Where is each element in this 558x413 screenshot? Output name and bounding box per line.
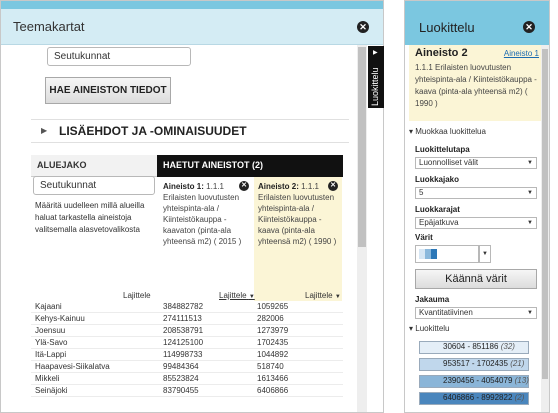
row-value1: 99484364 xyxy=(163,362,199,371)
panel-top-strip xyxy=(405,1,549,9)
legend-count: (32) xyxy=(500,342,515,351)
panel-body xyxy=(1,45,367,413)
extra-options-toggle[interactable] xyxy=(31,119,349,143)
distribution-label: Jakauma xyxy=(415,295,450,304)
legend-text xyxy=(443,359,524,368)
active-dataset-title: Aineisto 2 xyxy=(415,47,468,59)
class-count-label: Luokkajako xyxy=(415,175,460,184)
table-row xyxy=(31,373,343,385)
close-icon[interactable]: ✕ xyxy=(357,21,369,33)
area-header-label: ALUEJAKO xyxy=(37,160,87,170)
panel-title: Luokittelu xyxy=(419,20,475,35)
legend-item xyxy=(419,341,543,354)
row-value2: 1273979 xyxy=(257,326,289,335)
row-value2: 1702435 xyxy=(257,338,289,347)
row-value1: 124125100 xyxy=(163,338,204,347)
color-dropdown-button[interactable] xyxy=(479,245,491,263)
edit-classification-toggle[interactable] xyxy=(409,127,486,136)
scrollbar-thumb[interactable] xyxy=(358,47,366,247)
panel-body xyxy=(405,45,543,413)
table-row xyxy=(31,361,343,373)
row-name: Haapavesi-Siikalatva xyxy=(35,362,110,371)
dataset2-label: Aineisto 2: xyxy=(258,182,299,191)
legend-text xyxy=(443,393,524,402)
region-select[interactable]: Seutukunnat xyxy=(47,47,191,66)
row-value1: 114998733 xyxy=(163,350,203,359)
legend-count: (13) xyxy=(514,376,529,385)
sort-label: Lajittele xyxy=(123,291,151,300)
class-bounds-value: Epäjatkuva xyxy=(419,218,459,227)
legend-range: 953517 - 1702435 xyxy=(443,359,508,368)
legend-item xyxy=(419,392,543,405)
sort-label: Lajittele xyxy=(219,291,247,300)
active-dataset-description: 1.1.1 Erilaisten luovutusten yhteispinta-ala / Kiinteistökauppa - kaava (pinta-ala yhteensä m2) ( 1990 ) xyxy=(415,63,537,108)
table-row xyxy=(31,313,343,325)
color-swatch xyxy=(419,249,437,259)
dataset1-code: 1.1.1 xyxy=(206,182,224,191)
method-label: Luokittelutapa xyxy=(415,145,470,154)
table-row xyxy=(31,337,343,349)
dataset1-info xyxy=(163,181,249,247)
dataset2-description: Erilaisten luovutusten yhteispinta-ala / Kiinteistökauppa - kaava (pinta-ala yhteensä m2) ( 1990 ) xyxy=(258,193,337,246)
class-count-value: 5 xyxy=(419,188,424,197)
panel-top-strip xyxy=(1,1,383,9)
method-value: Luonnolliset välit xyxy=(419,158,479,167)
panel-header xyxy=(405,9,549,45)
class-bounds-select[interactable] xyxy=(415,217,537,229)
legend-count: (2) xyxy=(514,393,525,402)
panel-header xyxy=(1,9,383,45)
chevron-down-icon: ▼ xyxy=(527,160,533,166)
area-description: Määritä uudelleen millä alueilla haluat tarkastella aineistoja valitsemalla alasvetovalikosta xyxy=(35,201,145,234)
class-count-select[interactable] xyxy=(415,187,537,199)
active-dataset-box xyxy=(409,45,541,121)
chevron-right-icon: ▶ xyxy=(41,126,48,135)
chevron-down-icon: ▼ xyxy=(527,220,533,226)
remove-dataset2-icon[interactable]: ✕ xyxy=(328,181,338,191)
row-value2: 282006 xyxy=(257,314,284,323)
legend-range: 30604 - 851186 xyxy=(443,342,499,351)
sort-dataset2-button[interactable] xyxy=(305,291,341,300)
distribution-value: Kvantitatiivinen xyxy=(419,308,473,317)
chevron-down-icon: ▼ xyxy=(527,310,533,316)
dataset1-column xyxy=(159,177,253,301)
datasets-header-label: HAETUT AINEISTOT (2) xyxy=(163,160,264,170)
row-name: Ylä-Savo xyxy=(35,338,68,347)
panel-title: Teemakartat xyxy=(13,19,85,34)
remove-dataset1-icon[interactable]: ✕ xyxy=(239,181,249,191)
class-bounds-label: Luokkarajat xyxy=(415,205,460,214)
row-value2: 518740 xyxy=(257,362,284,371)
edit-classification-label: Muokkaa luokittelua xyxy=(415,127,486,136)
table-row xyxy=(31,325,343,337)
dataset1-description: Erilaisten luovutusten yhteispinta-ala / Kiinteistökauppa - kaavaton (pinta-ala yhteensä m2) ( 2015 ) xyxy=(163,193,242,246)
chevron-down-icon: ▼ xyxy=(527,190,533,196)
row-value1: 83790455 xyxy=(163,386,199,395)
switch-dataset-link[interactable]: Aineisto 1 xyxy=(503,49,539,58)
panel-scrollbar[interactable] xyxy=(357,45,367,413)
sort-desc-icon: ▼ xyxy=(334,294,341,300)
legend-range: 6406866 - 8992822 xyxy=(443,393,513,402)
fetch-data-button[interactable]: HAE AINEISTON TIEDOT xyxy=(45,77,171,104)
datasets-header xyxy=(157,155,343,177)
table-row xyxy=(31,301,343,313)
color-swatch-cell xyxy=(431,249,437,259)
row-name: Kajaani xyxy=(35,302,62,311)
chevron-down-icon: ▼ xyxy=(482,251,488,257)
color-scheme-select[interactable] xyxy=(415,245,479,263)
sort-dataset1-button[interactable] xyxy=(219,291,255,300)
distribution-select[interactable] xyxy=(415,307,537,319)
legend-count: (21) xyxy=(510,359,525,368)
extra-options-label: LISÄEHDOT JA -OMINAISUUDET xyxy=(59,124,247,138)
row-name: Mikkeli xyxy=(35,374,60,383)
row-value1: 274111513 xyxy=(163,314,202,323)
legend-section-toggle[interactable] xyxy=(409,324,450,333)
legend-text xyxy=(443,342,515,351)
chevron-down-icon: ▾ xyxy=(409,324,414,333)
table-row xyxy=(31,385,343,397)
legend-section-label: Luokittelu xyxy=(415,324,450,333)
dataset2-code: 1.1.1 xyxy=(301,182,319,191)
dataset1-label: Aineisto 1: xyxy=(163,182,204,191)
luokittelu-panel xyxy=(404,0,550,413)
side-tab-label: Luokittelu xyxy=(370,67,380,106)
area-header xyxy=(31,155,157,177)
row-value2: 1044892 xyxy=(257,350,289,359)
sort-label: Lajittele xyxy=(305,291,333,300)
row-value2: 6406866 xyxy=(257,386,289,395)
reverse-colors-button[interactable]: Käännä värit xyxy=(415,269,537,289)
method-select[interactable] xyxy=(415,157,537,169)
colors-label: Värit xyxy=(415,233,433,242)
panel-scrollbar[interactable] xyxy=(541,45,549,413)
row-value1: 208538791 xyxy=(163,326,204,335)
row-name: Joensuu xyxy=(35,326,66,335)
dataset2-column xyxy=(254,177,342,301)
legend-text xyxy=(443,376,529,385)
row-value1: 85523824 xyxy=(163,374,199,383)
area-select[interactable]: Seutukunnat xyxy=(33,176,155,195)
row-name: Kehys-Kainuu xyxy=(35,314,85,323)
chevron-right-icon: ▶ xyxy=(373,50,378,56)
row-value2: 1059265 xyxy=(257,302,289,311)
legend-item xyxy=(419,375,543,388)
luokittelu-side-tab[interactable] xyxy=(368,46,384,108)
sort-desc-icon: ▼ xyxy=(248,294,255,300)
row-value2: 1613466 xyxy=(257,374,289,383)
sort-area-button[interactable] xyxy=(123,291,151,300)
row-name: Seinäjoki xyxy=(35,386,68,395)
chevron-down-icon: ▾ xyxy=(409,127,414,136)
scrollbar-thumb[interactable] xyxy=(542,49,548,379)
class-legend xyxy=(419,341,543,409)
legend-range: 2390456 - 4054079 xyxy=(443,376,513,385)
data-table xyxy=(31,301,343,397)
row-name: Itä-Lappi xyxy=(35,350,67,359)
row-value1: 384882782 xyxy=(163,302,204,311)
close-icon[interactable]: ✕ xyxy=(523,21,535,33)
table-row xyxy=(31,349,343,361)
legend-item xyxy=(419,358,543,371)
